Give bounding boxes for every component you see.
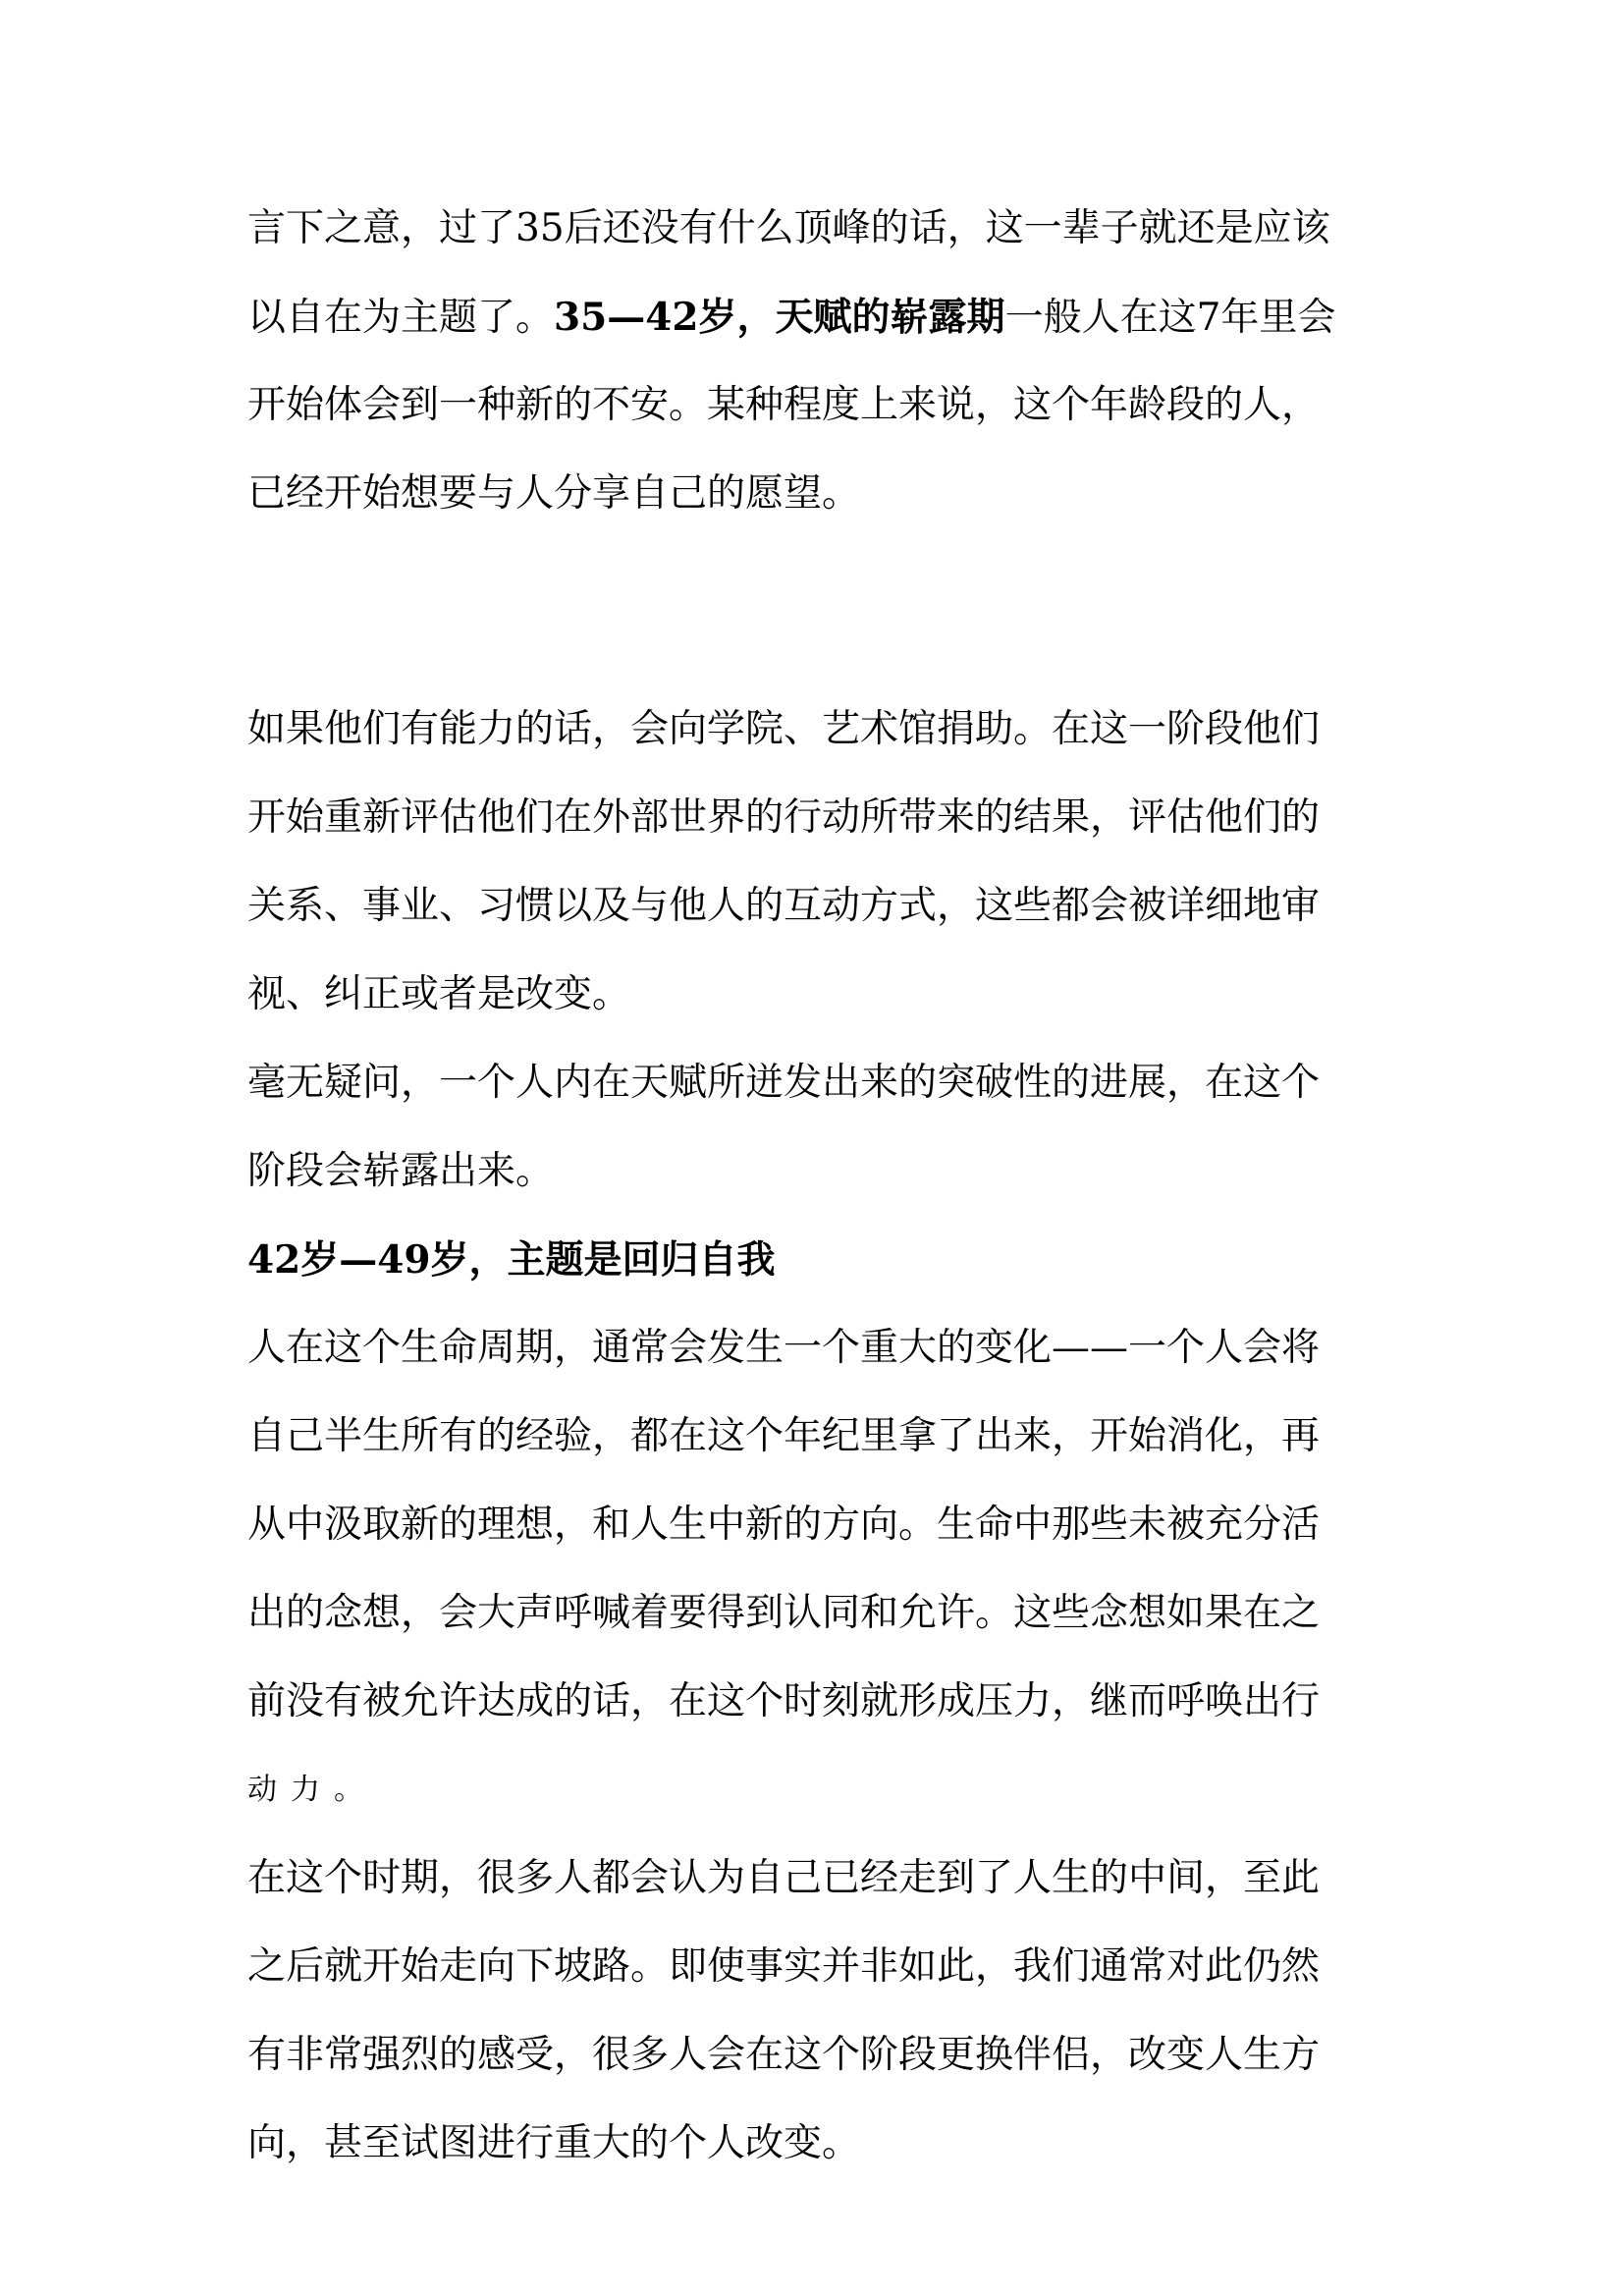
paragraph-4-line-1: 人在这个生命周期，通常会发生一个重大的变化——一个人会将 xyxy=(247,1326,1321,1370)
paragraph-4-line-2: 自己半生所有的经验，都在这个年纪里拿了出来，开始消化，再 xyxy=(247,1414,1321,1458)
paragraph-3-line-1: 毫无疑问，一个人内在天赋所迸发出来的突破性的进展，在这个 xyxy=(247,1061,1321,1105)
paragraph-1-line-2 xyxy=(247,285,1396,351)
paragraph-5-line-2: 之后就开始走向下坡路。即使事实并非如此，我们通常对此仍然 xyxy=(247,1944,1321,1989)
text-run: 以自在为主题了。 xyxy=(247,296,555,340)
paragraph-1-line-3: 开始体会到一种新的不安。某种程度上来说，这个年龄段的人， xyxy=(247,383,1321,427)
section-heading-42-49: 42岁—49岁，主题是回归自我 xyxy=(247,1237,776,1283)
paragraph-5-line-4: 向，甚至试图进行重大的个人改变。 xyxy=(247,2121,861,2165)
paragraph-2-line-3: 关系、事业、习惯以及与他人的互动方式，这些都会被详细地审 xyxy=(247,884,1321,928)
paragraph-4-line-6: 动力。 xyxy=(247,1773,377,1807)
section-heading-35-42: 35—42岁，天赋的崭露期 xyxy=(554,295,1005,340)
paragraph-3-line-2: 阶段会崭露出来。 xyxy=(247,1149,555,1193)
paragraph-2-line-4: 视、纠正或者是改变。 xyxy=(247,972,631,1016)
text-run: 一般人在这7年里会 xyxy=(1004,296,1336,340)
paragraph-2-line-1: 如果他们有能力的话，会向学院、艺术馆捐助。在这一阶段他们 xyxy=(247,707,1321,751)
paragraph-5-line-1: 在这个时期，很多人都会认为自己已经走到了人生的中间，至此 xyxy=(247,1856,1321,1900)
paragraph-1-line-4: 已经开始想要与人分享自己的愿望。 xyxy=(247,471,861,516)
paragraph-1-line-1: 言下之意，过了35后还没有什么顶峰的话，这一辈子就还是应该 xyxy=(247,206,1330,250)
paragraph-2-line-2: 开始重新评估他们在外部世界的行动所带来的结果，评估他们的 xyxy=(247,795,1321,840)
paragraph-5-line-3: 有非常强烈的感受，很多人会在这个阶段更换伴侣，改变人生方 xyxy=(247,2033,1321,2077)
paragraph-4-line-4: 出的念想，会大声呼喊着要得到认同和允许。这些念想如果在之 xyxy=(247,1591,1321,1635)
paragraph-4-line-3: 从中汲取新的理想，和人生中新的方向。生命中那些未被充分活 xyxy=(247,1503,1321,1547)
paragraph-4-line-5: 前没有被允许达成的话，在这个时刻就形成压力，继而呼唤出行 xyxy=(247,1679,1321,1723)
